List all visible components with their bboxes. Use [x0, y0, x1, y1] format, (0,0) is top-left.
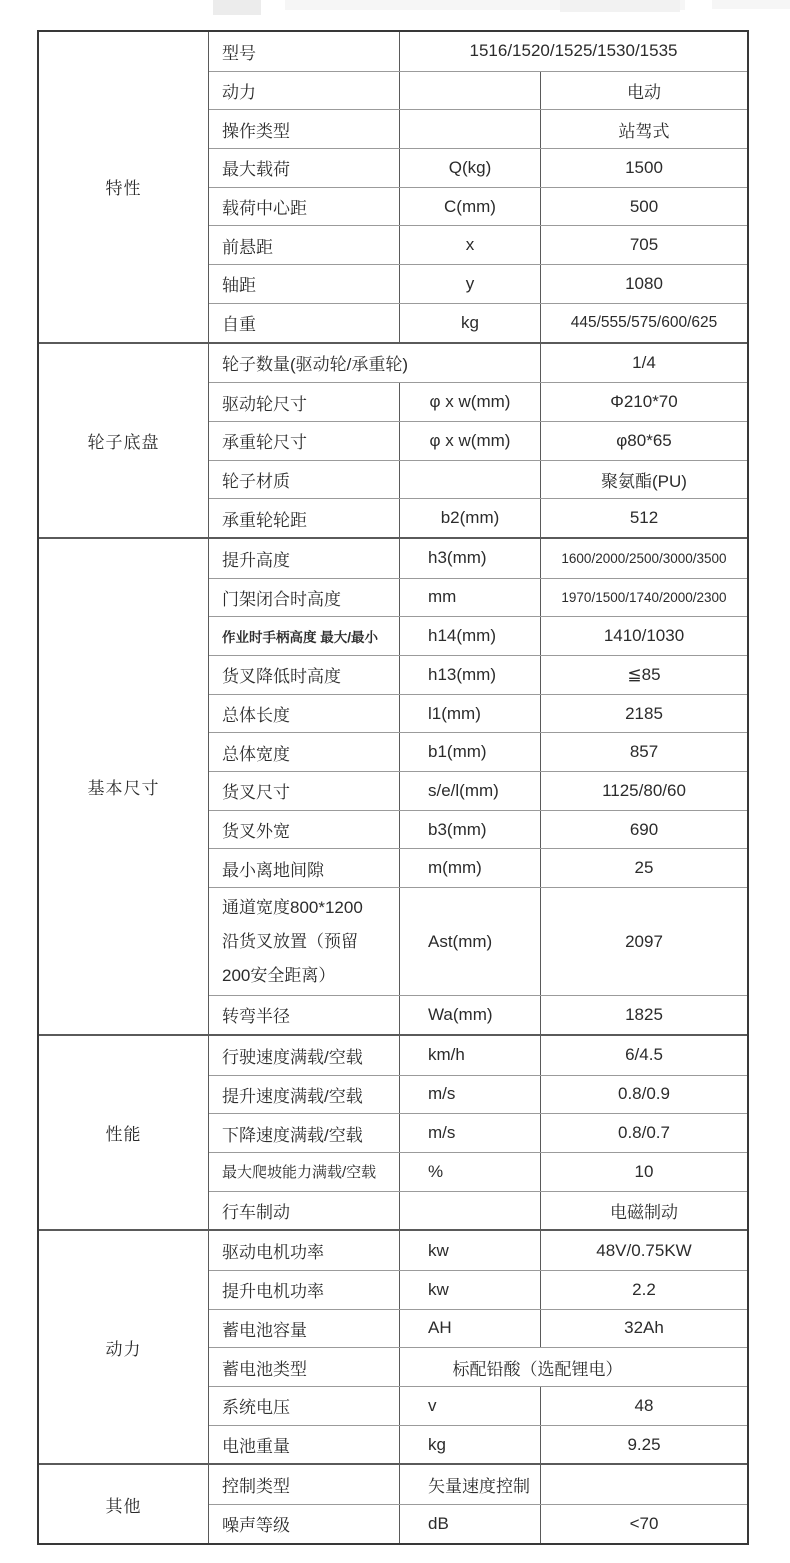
- label-cell: 驱动轮尺寸: [222, 394, 307, 414]
- spec-row: [209, 887, 747, 995]
- label-cell: 提升电机功率: [222, 1282, 324, 1302]
- spec-section: [39, 1034, 747, 1229]
- value-cell: 2097: [540, 888, 747, 995]
- value-cell: 1500: [540, 149, 747, 187]
- section-rows: [209, 1465, 747, 1542]
- spec-row: [209, 1231, 747, 1270]
- spec-row: [209, 264, 747, 303]
- section-rows: [209, 1036, 747, 1229]
- label-cell: 系统电压: [222, 1398, 290, 1418]
- unit-cell: kw: [399, 1271, 540, 1309]
- label-cell: 轴距: [222, 276, 256, 296]
- label-cell: 最大载荷: [222, 160, 290, 180]
- spec-row: [209, 578, 747, 617]
- value-cell: 1125/80/60: [540, 772, 747, 810]
- category-cell: 轮子底盘: [39, 344, 209, 537]
- unit-cell: h3(mm): [399, 539, 540, 578]
- spec-section: [39, 1463, 747, 1542]
- unit-cell: kg: [399, 1426, 540, 1464]
- value-cell: 6/4.5: [540, 1036, 747, 1075]
- value-cell: 0.8/0.7: [540, 1114, 747, 1152]
- spec-section: [39, 32, 747, 342]
- spec-row: [209, 344, 747, 383]
- label-cell: 驱动电机功率: [222, 1243, 324, 1263]
- spec-row: [209, 1152, 747, 1191]
- value-cell: 32Ah: [540, 1310, 747, 1348]
- label-cell: 提升高度: [222, 550, 290, 570]
- unit-cell: %: [399, 1153, 540, 1191]
- value-cell: 1825: [540, 996, 747, 1034]
- label-cell: 操作类型: [222, 121, 290, 141]
- label-cell: 型号: [222, 43, 256, 63]
- section-rows: [209, 344, 747, 537]
- value-cell: 857: [540, 733, 747, 771]
- label-cell: 轮子材质: [222, 471, 290, 491]
- unit-cell: km/h: [399, 1036, 540, 1075]
- label-cell: 提升速度满载/空载: [222, 1086, 363, 1106]
- spec-row: [209, 71, 747, 110]
- merged-value-cell: 标配铅酸（选配锂电）: [399, 1348, 747, 1386]
- value-cell: 9.25: [540, 1426, 747, 1464]
- label-cell: 通道宽度800*1200沿货叉放置（预留200安全距离）: [222, 897, 363, 985]
- category-cell: 其他: [39, 1465, 209, 1542]
- unit-cell: φ x w(mm): [399, 422, 540, 460]
- spec-row: [209, 732, 747, 771]
- label-cell: 自重: [222, 315, 256, 335]
- value-cell: 站驾式: [540, 110, 747, 148]
- spec-section: [39, 537, 747, 1034]
- unit-cell: m/s: [399, 1114, 540, 1152]
- unit-cell: s/e/l(mm): [399, 772, 540, 810]
- label-cell: 最大爬坡能力满载/空载: [222, 1164, 377, 1182]
- label-cell: 总体宽度: [222, 744, 290, 764]
- unit-cell: y: [399, 265, 540, 303]
- top-edge-artifact: [560, 0, 680, 12]
- category-cell: 性能: [39, 1036, 209, 1229]
- value-cell: 1600/2000/2500/3000/3500: [540, 539, 747, 578]
- label-cell: 蓄电池容量: [222, 1320, 307, 1340]
- label-cell: 前悬距: [222, 237, 273, 257]
- unit-cell: x: [399, 226, 540, 264]
- label-cell: 噪声等级: [222, 1516, 290, 1536]
- merged-value-cell: 1516/1520/1525/1530/1535: [399, 32, 747, 71]
- unit-cell: 矢量速度控制: [399, 1465, 540, 1504]
- spec-row: [209, 848, 747, 887]
- unit-cell: [399, 1192, 540, 1230]
- section-rows: [209, 539, 747, 1034]
- spec-row: [209, 1504, 747, 1543]
- spec-section: [39, 1229, 747, 1463]
- label-cell: 货叉尺寸: [222, 783, 290, 803]
- value-cell: 48: [540, 1387, 747, 1425]
- unit-cell: dB: [399, 1505, 540, 1543]
- top-edge-artifact: [712, 0, 790, 9]
- value-cell: 500: [540, 188, 747, 226]
- spec-row: [209, 655, 747, 694]
- unit-cell: kw: [399, 1231, 540, 1270]
- spec-row: [209, 1191, 747, 1230]
- spec-row: [209, 995, 747, 1034]
- value-cell: 2185: [540, 695, 747, 733]
- label-cell: 货叉降低时高度: [222, 667, 341, 687]
- label-cell: 作业时手柄高度 最大/最小: [222, 630, 379, 646]
- spec-row: [209, 382, 747, 421]
- value-cell: 10: [540, 1153, 747, 1191]
- spec-row: [209, 148, 747, 187]
- label-cell: 总体长度: [222, 706, 290, 726]
- value-cell: 聚氨酯(PU): [540, 461, 747, 499]
- unit-cell: b1(mm): [399, 733, 540, 771]
- value-cell: [540, 1465, 747, 1504]
- value-cell: 0.8/0.9: [540, 1076, 747, 1114]
- unit-cell: m/s: [399, 1076, 540, 1114]
- spec-row: [209, 109, 747, 148]
- unit-cell: b2(mm): [399, 499, 540, 537]
- label-cell: 控制类型: [222, 1477, 290, 1497]
- spec-table: [37, 30, 749, 1545]
- label-cell: 货叉外宽: [222, 822, 290, 842]
- spec-row: [209, 1036, 747, 1075]
- label-cell: 最小离地间隙: [222, 860, 324, 880]
- label-cell: 承重轮轮距: [222, 510, 307, 530]
- category-cell: 基本尺寸: [39, 539, 209, 1034]
- value-cell: φ80*65: [540, 422, 747, 460]
- spec-row: [209, 1309, 747, 1348]
- spec-row: [209, 303, 747, 342]
- unit-cell: [399, 110, 540, 148]
- spec-row: [209, 1347, 747, 1386]
- unit-cell: v: [399, 1387, 540, 1425]
- value-cell: 705: [540, 226, 747, 264]
- spec-section: [39, 342, 747, 537]
- unit-cell: C(mm): [399, 188, 540, 226]
- spec-row: [209, 539, 747, 578]
- unit-cell: AH: [399, 1310, 540, 1348]
- unit-cell: Wa(mm): [399, 996, 540, 1034]
- unit-cell: l1(mm): [399, 695, 540, 733]
- unit-cell: Q(kg): [399, 149, 540, 187]
- spec-row: [209, 498, 747, 537]
- value-cell: 690: [540, 811, 747, 849]
- unit-cell: [399, 461, 540, 499]
- value-cell: 1080: [540, 265, 747, 303]
- spec-row: [209, 225, 747, 264]
- unit-cell: φ x w(mm): [399, 383, 540, 421]
- category-cell: 动力: [39, 1231, 209, 1463]
- value-cell: Φ210*70: [540, 383, 747, 421]
- unit-cell: Ast(mm): [399, 888, 540, 995]
- label-cell: 蓄电池类型: [222, 1359, 307, 1379]
- label-cell: 转弯半径: [222, 1007, 290, 1027]
- spec-row: [209, 1425, 747, 1464]
- spec-row: [209, 1113, 747, 1152]
- value-cell: 512: [540, 499, 747, 537]
- value-cell: 2.2: [540, 1271, 747, 1309]
- spec-row: [209, 421, 747, 460]
- spec-row: [209, 460, 747, 499]
- spec-row: [209, 1270, 747, 1309]
- spec-row: [209, 694, 747, 733]
- value-cell: 445/555/575/600/625: [540, 304, 747, 342]
- unit-cell: kg: [399, 304, 540, 342]
- top-edge-artifact: [213, 0, 261, 15]
- spec-row: [209, 616, 747, 655]
- value-cell: 1410/1030: [540, 617, 747, 655]
- label-cell: 行驶速度满载/空载: [222, 1047, 363, 1067]
- spec-row: [209, 32, 747, 71]
- unit-cell: h13(mm): [399, 656, 540, 694]
- label-cell: 动力: [222, 83, 256, 103]
- unit-cell: h14(mm): [399, 617, 540, 655]
- spec-row: [209, 1465, 747, 1504]
- value-cell: 1970/1500/1740/2000/2300: [540, 579, 747, 617]
- label-cell: 载荷中心距: [222, 199, 307, 219]
- unit-cell: [399, 72, 540, 110]
- unit-cell: m(mm): [399, 849, 540, 887]
- label-cell: 承重轮尺寸: [222, 433, 307, 453]
- value-cell: 25: [540, 849, 747, 887]
- unit-cell: mm: [399, 579, 540, 617]
- spec-row: [209, 771, 747, 810]
- label-cell: 轮子数量(驱动轮/承重轮): [222, 355, 409, 375]
- section-rows: [209, 32, 747, 342]
- label-cell: 行车制动: [222, 1202, 290, 1222]
- spec-row: [209, 1075, 747, 1114]
- value-cell: 电磁制动: [540, 1192, 747, 1230]
- section-rows: [209, 1231, 747, 1463]
- value-cell: 电动: [540, 72, 747, 110]
- spec-row: [209, 810, 747, 849]
- value-cell: <70: [540, 1505, 747, 1543]
- value-cell: 1/4: [540, 344, 747, 383]
- category-cell: 特性: [39, 32, 209, 342]
- unit-cell: b3(mm): [399, 811, 540, 849]
- label-cell: 下降速度满载/空载: [222, 1125, 363, 1145]
- value-cell: 48V/0.75KW: [540, 1231, 747, 1270]
- label-cell: 门架闭合时高度: [222, 589, 341, 609]
- spec-row: [209, 187, 747, 226]
- value-cell: ≦85: [540, 656, 747, 694]
- spec-row: [209, 1386, 747, 1425]
- label-cell: 电池重量: [222, 1437, 290, 1457]
